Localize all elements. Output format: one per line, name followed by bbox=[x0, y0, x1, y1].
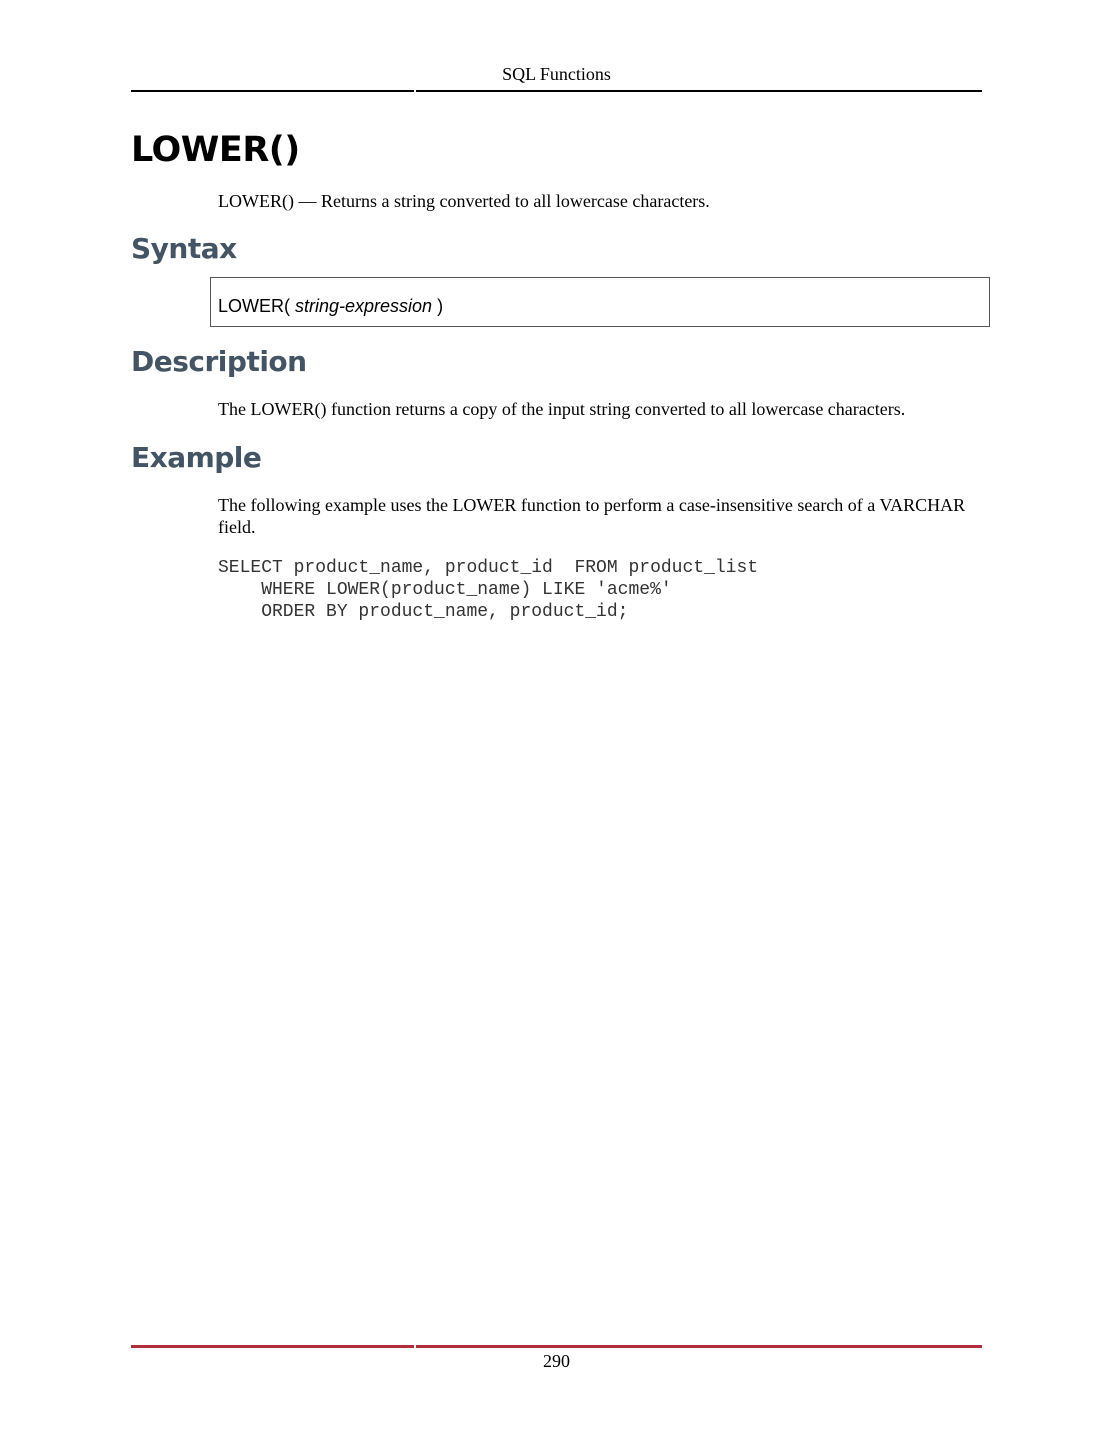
running-header: SQL Functions bbox=[502, 64, 611, 84]
code-block bbox=[218, 557, 758, 623]
syntax-function: LOWER( bbox=[218, 296, 290, 316]
syntax-heading: Syntax bbox=[131, 232, 237, 265]
syntax-box bbox=[210, 277, 990, 327]
code-line: ORDER BY product_name, product_id; bbox=[218, 602, 629, 622]
page-number: 290 bbox=[543, 1351, 570, 1371]
page-title: LOWER() bbox=[131, 130, 300, 170]
example-heading: Example bbox=[131, 441, 262, 474]
syntax-close: ) bbox=[437, 296, 444, 316]
code-line: SELECT product_name, product_id FROM product_list bbox=[218, 558, 759, 578]
syntax-signature bbox=[218, 295, 443, 317]
description-heading: Description bbox=[131, 345, 307, 378]
description-text: The LOWER() function returns a copy of the input string converted to all lowercase characters. bbox=[218, 399, 906, 419]
footer-rule-right bbox=[416, 1345, 982, 1348]
entry-summary: LOWER() — Returns a string converted to all lowercase characters. bbox=[218, 191, 710, 211]
example-text: The following example uses the LOWER function to perform a case-insensitive search of a VARCHAR field. bbox=[218, 495, 966, 537]
syntax-argument: string-expression bbox=[295, 296, 433, 316]
header-rule-right bbox=[416, 90, 982, 92]
header-rule-left bbox=[131, 90, 414, 92]
footer-rule-left bbox=[131, 1345, 414, 1348]
code-line: WHERE LOWER(product_name) LIKE 'acme%' bbox=[218, 580, 672, 600]
